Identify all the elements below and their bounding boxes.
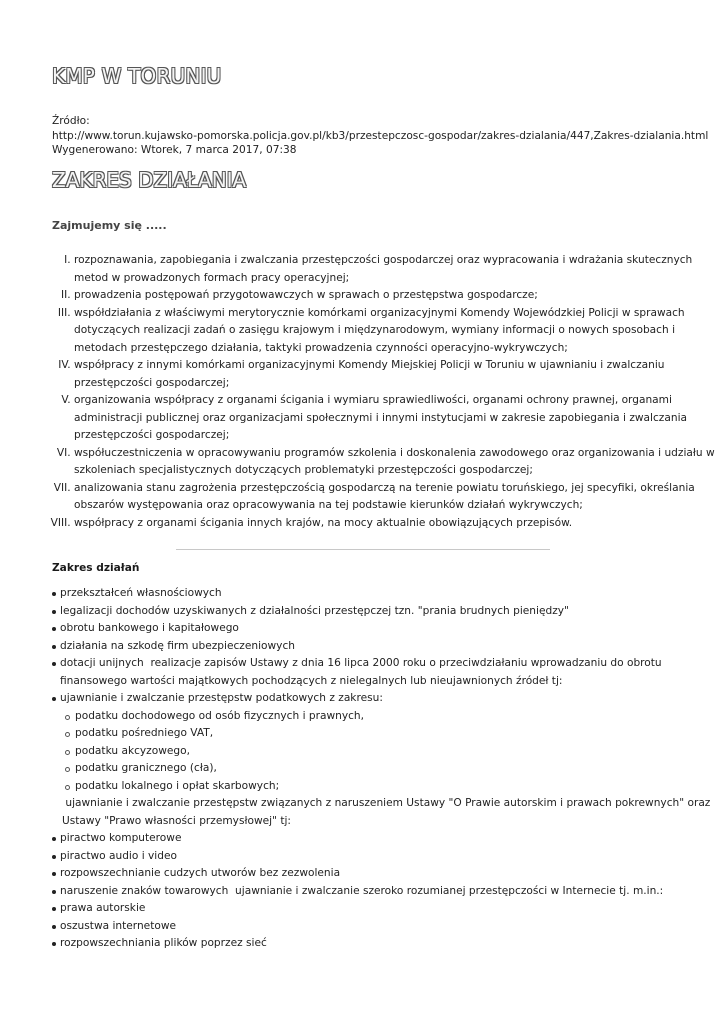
site-title: KMP W TORUNIU [52, 64, 222, 88]
list-item-line: rozpowszechniania plików poprzez sieć [60, 937, 267, 949]
list-item [52, 865, 680, 883]
task-item-line: administracji publicznej oraz organizacjami społecznymi i innymi instytucjami w zakresie zapobiegania i zwalczania [74, 411, 688, 424]
page-title: ZAKRES DZIAŁANIA [52, 168, 247, 192]
task-item [74, 515, 680, 533]
list-item-line: ujawnianie i zwalczanie przestępstw podatkowych z zakresu: [60, 692, 383, 704]
list-item-line: piractwo audio i video [60, 849, 177, 862]
task-item-line: metodach przestępczego działania, taktyki prowadzenia czynności operacyjno-wykrywczych; [74, 341, 568, 354]
task-item [74, 357, 680, 392]
list-item-line: przekształceń własnościowych [60, 587, 222, 599]
sub-list-item [52, 725, 680, 743]
scope-heading: Zakres działań [52, 562, 140, 574]
scope-list [52, 585, 711, 953]
task-item [74, 287, 680, 305]
intro-heading: Zajmujemy się ..... [52, 219, 167, 232]
list-item-line: podatku dochodowego od osób fizycznych i prawnych, [75, 709, 365, 722]
sub-list-item [52, 708, 680, 726]
task-item [74, 252, 693, 287]
list-item [52, 655, 680, 690]
list-item-line: podatku granicznego (cła), [75, 762, 217, 774]
list-item-line: prawa autorskie [60, 902, 146, 914]
list-item [52, 848, 680, 866]
list-item-line: piractwo komputerowe [60, 832, 182, 844]
task-item [74, 445, 715, 480]
task-item-line: VI. współuczestniczenia w opracowywaniu programów szkolenia i doskonalenia zawodowego oraz organizowania i udziału w [74, 446, 715, 459]
list-item-line: działania na szkodę firm ubezpieczeniowych [60, 639, 295, 652]
list-item-line: obrotu bankowego i kapitałowego [60, 622, 239, 634]
task-item-line: VII. analizowania stanu zagrożenia przestępczością gospodarczą na terenie powiatu toruńskiego, jej specyfiki, określania [74, 481, 695, 494]
list-item [52, 795, 711, 830]
list-item [52, 638, 680, 656]
list-item [52, 690, 680, 708]
list-item-line: podatku pośredniego VAT, [75, 727, 214, 739]
task-item [74, 305, 685, 358]
task-item [74, 392, 688, 445]
source-url: http://www.torun.kujawsko-pomorska.policja.gov.pl/kb3/przestepczosc-gospodar/zakres-dzialania/447,Zakres-dzialania.html [52, 129, 709, 142]
list-item [52, 830, 680, 848]
task-item-line: IV. współpracy z innymi komórkami organizacyjnymi Komendy Miejskiej Policji w Toruniu w ujawnianiu i zwalczaniu [74, 359, 665, 371]
sub-list-item [52, 778, 680, 796]
task-item-line: I. rozpoznawania, zapobiegania i zwalczania przestępczości gospodarczej oraz wypracowania i wdrażania skutecznych [74, 254, 693, 266]
list-item [52, 935, 680, 953]
list-item [52, 918, 680, 936]
list-item-line: podatku akcyzowego, [75, 744, 190, 757]
list-item [52, 603, 680, 621]
tasks-list [74, 252, 715, 532]
list-item-line: finansowego wartości majątkowych pochodzących z nielegalnych lub nieujawnionych źródeł tj: [60, 674, 563, 687]
list-item-line: podatku lokalnego i opłat skarbowych; [75, 779, 280, 792]
document-meta [52, 114, 708, 158]
task-item-line: II. prowadzenia postępowań przygotowawczych w sprawach o przestępstwa gospodarcze; [74, 289, 538, 301]
list-item-line: legalizacji dochodów uzyskiwanych z działalności przestępczej tzn. "prania brudnych pieniędzy" [60, 604, 569, 617]
list-item [52, 620, 680, 638]
task-item-line: obszarów występowania oraz opracowywania na tej podstawie kierunków działań wykrywczych; [74, 499, 583, 511]
list-item-line: dotacji unijnych realizacje zapisów Ustawy z dnia 16 lipca 2000 roku o przeciwdziałaniu wprowadzaniu do obrotu [60, 657, 662, 669]
list-item-line: Ustawy "Prawo własności przemysłowej" tj: [62, 814, 291, 827]
task-item-line: przestępczości gospodarczej; [74, 429, 230, 441]
task-item-line: szkoleniach specjalistycznych dotyczących problematyki przestępczości gospodarczej; [74, 464, 533, 476]
source-label: Źródło: [52, 115, 90, 127]
task-item-line: III. współdziałania z właściwymi merytorycznie komórkami organizacyjnymi Komendy Wojewódzkiej Policji w sprawach [74, 306, 685, 319]
task-item-line: V. organizowania współpracy z organami ścigania i wymiaru sprawiedliwości, organami ochrony prawnej, organami [74, 394, 672, 406]
list-item [52, 585, 680, 603]
task-item-line: VIII. współpracy z organami ścigania innych krajów, na mocy aktualnie obowiązujących przepisów. [74, 516, 573, 529]
task-item-line: dotyczących realizacji zadań o zasięgu krajowym i międzynarodowym, wymiany informacji o nowych sposobach i [74, 324, 676, 336]
list-item-line: ujawnianie i zwalczanie przestępstw związanych z naruszeniem Ustawy "O Prawie autorskim i prawach pokrewnych" oraz [62, 797, 711, 809]
list-item-line: rozpowszechnianie cudzych utworów bez zezwolenia [60, 867, 341, 879]
task-item-line: metod w prowadzonych formach pracy operacyjnej; [74, 271, 350, 284]
generated-date: Wygenerowano: Wtorek, 7 marca 2017, 07:38 [52, 144, 297, 156]
section-divider [176, 549, 550, 550]
list-item [52, 883, 680, 901]
sub-list-item [52, 760, 680, 778]
task-item-line: przestępczości gospodarczej; [74, 376, 230, 389]
task-item [74, 480, 695, 515]
sub-list-item [52, 743, 680, 761]
list-item [52, 900, 680, 918]
list-item-line: naruszenie znaków towarowych ujawnianie i zwalczanie szeroko rozumianej przestępczości w Internecie tj. m.in.: [60, 884, 664, 897]
list-item-line: oszustwa internetowe [60, 919, 177, 932]
